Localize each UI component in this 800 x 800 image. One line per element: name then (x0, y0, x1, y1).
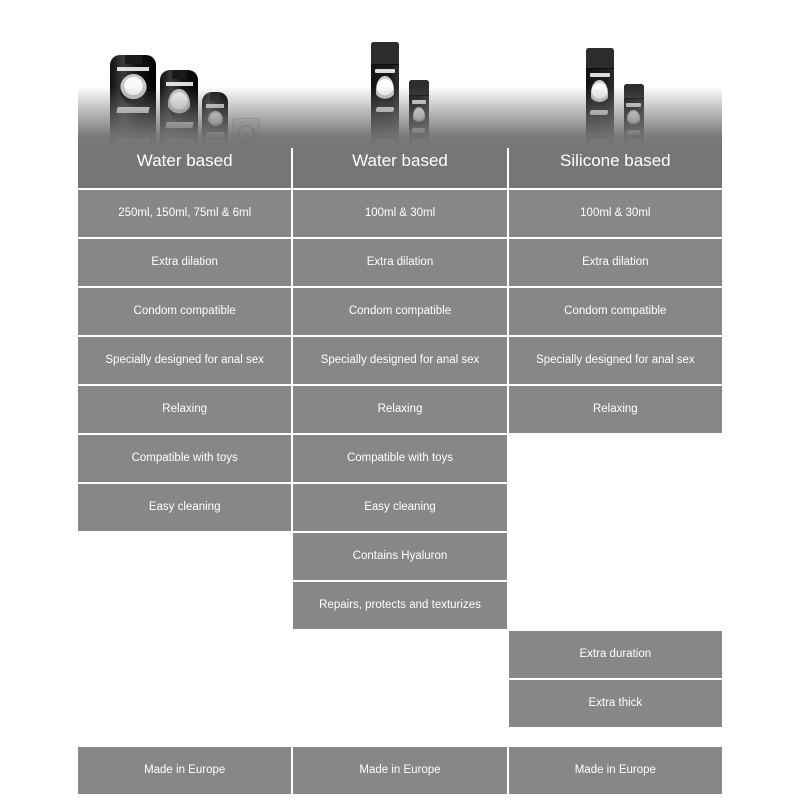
column-header-water-tubes: Water based (78, 148, 291, 188)
cell-designed-col2: Specially designed for anal sex (293, 337, 506, 384)
cell-origin-col2: Made in Europe (293, 747, 506, 794)
comparison-grid (78, 148, 722, 796)
cell-empty-col3 (509, 435, 722, 482)
cell-empty-col1 (78, 582, 291, 629)
silicone-lube-bottle-100ml-icon (586, 48, 614, 150)
cell-designed-col3: Specially designed for anal sex (509, 337, 722, 384)
product-image-strip (78, 10, 722, 150)
anal-lube-tube-75ml-icon (202, 92, 228, 150)
table-row (78, 288, 722, 335)
cell-dilation-col1: Extra dilation (78, 239, 291, 286)
cell-origin-col1: Made in Europe (78, 747, 291, 794)
cell-empty-col3 (509, 582, 722, 629)
cell-empty-col1 (78, 533, 291, 580)
cell-sizes-col3: 100ml & 30ml (509, 190, 722, 237)
anal-lube-tube-150ml-icon (160, 70, 198, 150)
table-row (78, 533, 722, 580)
anal-lube-bottle-30ml-icon (409, 80, 429, 150)
cell-cleaning-col2: Easy cleaning (293, 484, 506, 531)
cell-dilation-col2: Extra dilation (293, 239, 506, 286)
cell-toys-col2: Compatible with toys (293, 435, 506, 482)
column-header-water-bottles: Water based (293, 148, 506, 188)
table-row (78, 239, 722, 286)
cell-dilation-col3: Extra dilation (509, 239, 722, 286)
cell-empty-col3 (509, 533, 722, 580)
cell-empty-col2 (293, 631, 506, 678)
cell-empty-col2 (293, 680, 506, 727)
table-footer-row (78, 747, 722, 794)
table-row (78, 435, 722, 482)
cell-sizes-col1: 250ml, 150ml, 75ml & 6ml (78, 190, 291, 237)
cell-cleaning-col1: Easy cleaning (78, 484, 291, 531)
column-header-silicone: Silicone based (509, 148, 722, 188)
cell-condom-col1: Condom compatible (78, 288, 291, 335)
cell-relaxing-col3: Relaxing (509, 386, 722, 433)
table-header-row (78, 148, 722, 188)
cell-relaxing-col1: Relaxing (78, 386, 291, 433)
cell-duration-col3: Extra duration (509, 631, 722, 678)
cell-sizes-col2: 100ml & 30ml (293, 190, 506, 237)
product-group-silicone-bottles (507, 10, 722, 150)
table-row (78, 680, 722, 727)
cell-repairs-col2: Repairs, protects and texturizes (293, 582, 506, 629)
anal-lube-tube-250ml-icon (110, 55, 156, 150)
cell-empty-col1 (78, 631, 291, 678)
silicone-lube-bottle-30ml-icon (624, 84, 644, 150)
product-group-water-bottles (293, 10, 508, 150)
table-row (78, 386, 722, 433)
cell-condom-col2: Condom compatible (293, 288, 506, 335)
table-row (78, 582, 722, 629)
table-row (78, 337, 722, 384)
table-row (78, 484, 722, 531)
cell-empty-col3 (509, 484, 722, 531)
cell-toys-col1: Compatible with toys (78, 435, 291, 482)
cell-condom-col3: Condom compatible (509, 288, 722, 335)
cell-origin-col3: Made in Europe (509, 747, 722, 794)
cell-relaxing-col2: Relaxing (293, 386, 506, 433)
table-row (78, 631, 722, 678)
anal-lube-sachet-6ml-icon (232, 118, 260, 150)
anal-lube-bottle-100ml-icon (371, 42, 399, 150)
cell-empty-col1 (78, 680, 291, 727)
cell-designed-col1: Specially designed for anal sex (78, 337, 291, 384)
row-spacer (78, 729, 722, 747)
product-group-tubes (78, 10, 293, 150)
cell-hyaluron-col2: Contains Hyaluron (293, 533, 506, 580)
cell-thick-col3: Extra thick (509, 680, 722, 727)
table-row (78, 190, 722, 237)
